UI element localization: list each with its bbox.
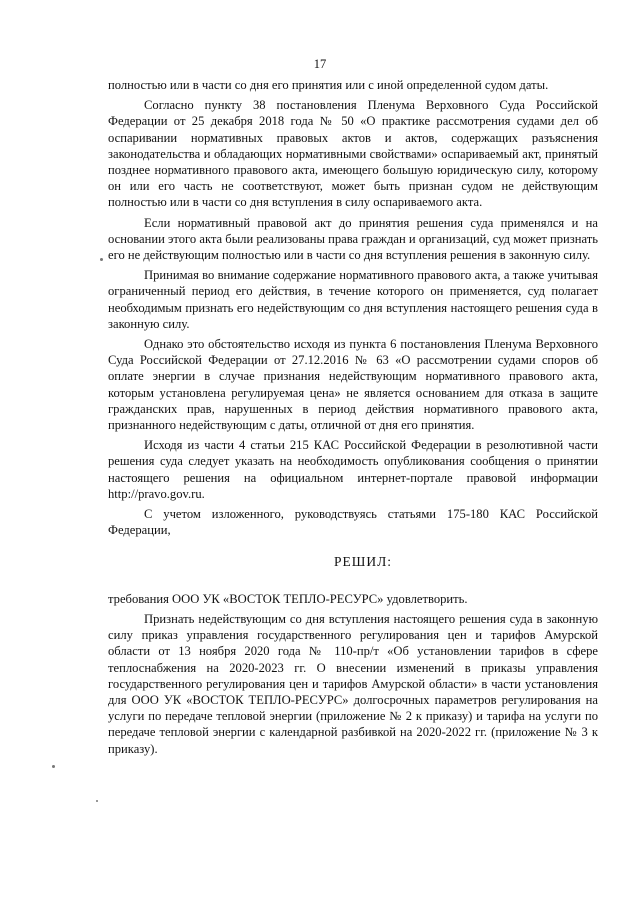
- paragraph-continuation: полностью или в части со дня его принятия или с иной определенной судом даты.: [108, 78, 549, 92]
- paragraph-considering-content: Принимая во внимание содержание нормативного правового акта, а также учитывая ограниченный период его действия, в течение которого он применяется, суд полагает необходимым признать его недействующим со дня вступления настоящего решения суда в законную силу.: [108, 268, 598, 331]
- paragraph-kas-215: Исходя из части 4 статьи 215 КАС Российской Федерации в резолютивной части решения суда следует указать на необходимость опубликования сообщения о принятии настоящего решения на официальном интернет-портале правовой информации http://pravo.gov.ru.: [108, 438, 598, 501]
- paragraph-plenum-6: Однако это обстоятельство исходя из пункта 6 постановления Пленума Верховного Суда Российской Федерации от 27.12.2016 № 63 «О рассмотрении судами споров об оплате энергии в случае признания недействующим нормативного правового акта, которым установлена регулируемая цена» не является основанием для отказа в защите гражданских прав, нарушенных в период действия нормативного правового акта, признанного недействующим с даты, отличной от дня его принятия.: [108, 337, 598, 433]
- paragraph-guided-by: С учетом изложенного, руководствуясь статьями 175-180 КАС Российской Федерации,: [108, 507, 598, 538]
- scan-speck: [96, 800, 98, 802]
- paragraph-applied-act: Если нормативный правовой акт до принятия решения суда применялся и на основании этого акта были реализованы права граждан и организаций, суд может признать его не действующим полностью или в части со дня вступления решения в законную силу.: [108, 215, 598, 263]
- decision-heading: РЕШИЛ:: [333, 554, 393, 570]
- resolution-claims: требования ООО УК «ВОСТОК ТЕПЛО-РЕСУРС» удовлетворить.: [108, 591, 468, 606]
- page-number: 17: [313, 57, 327, 71]
- paragraph-plenum-38: Согласно пункту 38 постановления Пленума Верховного Суда Российской Федерации от 25 декабря 2018 года № 50 «О практике рассмотрения судами дел об оспаривании нормативных правовых актов и актов, содержащих разъяснения законодательства и обладающих нормативными свойствами» оспариваемый акт, принятый позднее нормативного правового акта, имеющего большую юридическую силу, которому он или его часть не соответствуют, может быть признан судом не действующим полностью или в части со дня вступления в силу оспариваемого акта.: [108, 98, 598, 210]
- resolution-invalidate: Признать недействующим со дня вступления настоящего решения суда в законную силу приказ управления государственного регулирования цен и тарифов Амурской области от 13 ноября 2020 года № 110-пр/т «Об установлении тарифов в сфере теплоснабжения на 2020-2023 гг. О внесении изменений в приказы управления государственного регулирования цен и тарифов Амурской области» в части установления для ООО УК «ВОСТОК ТЕПЛО-РЕСУРС» долгосрочных параметров регулирования на услуги по передаче тепловой энергии (приложение № 2 к приказу) и тарифа на услуги по передаче тепловой энергии с календарной разбивкой на 2020-2022 гг. (приложение № 3 к приказу).: [108, 611, 598, 756]
- scan-speck: [52, 765, 55, 768]
- scan-speck: [100, 258, 103, 261]
- document-body: [108, 77, 598, 761]
